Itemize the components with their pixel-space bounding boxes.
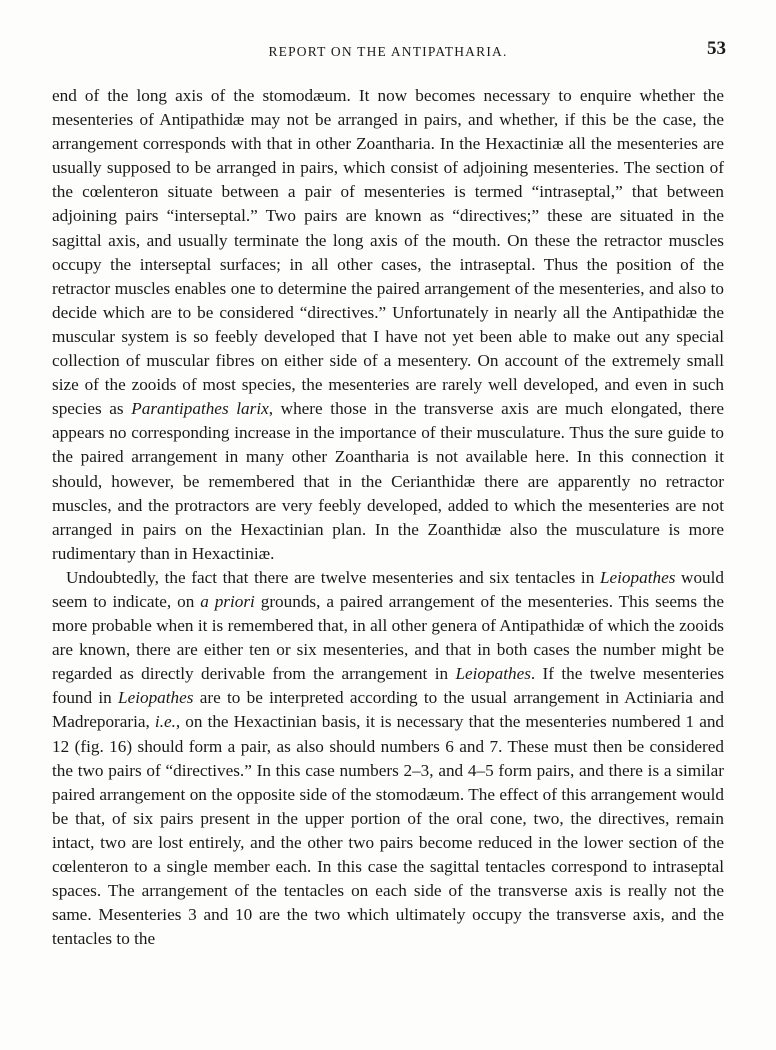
page-number: 53 <box>707 38 726 59</box>
paragraph-1-text-1: end of the long axis of the stomodæum. It now becomes necessary to enquire whether the mesenteries of Antipathidæ may not be arranged in pairs, and whether, if this be the case, the arrangement corresponds with that in other Zoantharia. In the Hexactiniæ all the mesenteries are usually supposed to be arranged in pairs, which consist of adjoining mesenteries. The section of the cœlenteron situate between a pair of mesenteries is termed “intraseptal,” that between adjoining pairs “interseptal.” Two pairs are known as “directives;” these are situated in the sagittal axis, and usually terminate the long axis of the mouth. On these the retractor muscles occupy the interseptal surfaces; in all other cases, the intraseptal. Thus the position of the retractor muscles enables one to determine the paired arrangement of the mesenteries, and also to decide which are to be considered “directives.” Unfortunately in nearly all the Antipathidæ the muscular system is so feebly developed that I have not yet been able to make out any special collection of muscular fibres on either side of a mesentery. On account of the extremely small size of the zooids of most species, the mesenteries are rarely well developed, and even in such species as <box>52 86 724 419</box>
genus-name: Leiopathes <box>599 567 676 587</box>
paragraph-2-text-6: , on the Hexactinian basis, it is necessary that the mesenteries numbered 1 and 12 (fig. 16) should form a pair, as also should numbers 6 and 7. These must then be considered the two pairs of “directives.” In this case numbers 2–3, and 4–5 form pairs, and there is a similar paired arrangement on the opposite side of the stomodæum. The effect of this arrangement would be that, of six pairs present in the upper portion of the oral cone, two, the directives, remain intact, two are lost entirely, and the other two pairs become reduced in the lower section of the cœlenteron to a single member each. In this case the sagittal tentacles correspond to intraseptal spaces. The arrangement of the tentacles on each side of the transverse axis is really not the same. Mesenteries 3 and 10 are the two which ultimately occupy the transverse axis, and the tentacles to the <box>52 712 725 949</box>
genus-name: Leiopathes <box>455 664 531 684</box>
genus-name: Leiopathes <box>118 688 194 708</box>
paragraph-2-text-5: are to be interpreted according to the usual arrangement in Actiniaria and Madreporaria, <box>52 688 725 732</box>
paragraph-2 <box>52 566 724 952</box>
latin-phrase: a priori <box>200 591 255 611</box>
paragraph-2-text-2: would seem to indicate, on <box>52 567 725 611</box>
paragraph-2-text-4: . If the twelve mesenteries found in <box>52 664 725 708</box>
species-name: Parantipathes larix <box>131 399 269 419</box>
paragraph-2-text-1: Undoubtedly, the fact that there are twelve mesenteries and six tentacles in <box>66 567 595 587</box>
running-head <box>52 38 724 66</box>
paragraph-1-text-2: , where those in the transverse axis are much elongated, there appears no corresponding increase in the importance of their musculature. Thus the sure guide to the paired arrangement in many other Zoantharia is not available here. In this connection it should, however, be remembered that in the Cerianthidæ there are apparently no retractor muscles, and the protractors are very feebly developed, added to which the mesenteries are not arranged in pairs on the Hexactinian plan. In the Zoanthidæ also the musculature is more rudimentary than in Hexactiniæ. <box>52 399 725 563</box>
latin-abbreviation: i.e. <box>154 712 176 732</box>
running-title: REPORT ON THE ANTIPATHARIA. <box>268 44 508 59</box>
body-text <box>52 84 724 951</box>
paragraph-2-text-3: grounds, a paired arrangement of the mesenteries. This seems the more probable when it is remembered that, in all other genera of Antipathidæ of which the zooids are known, there are either ten or six mesenteries, and that in both cases the number might be regarded as directly derivable from the arrangement in <box>52 591 725 684</box>
paragraph-1 <box>52 84 724 566</box>
